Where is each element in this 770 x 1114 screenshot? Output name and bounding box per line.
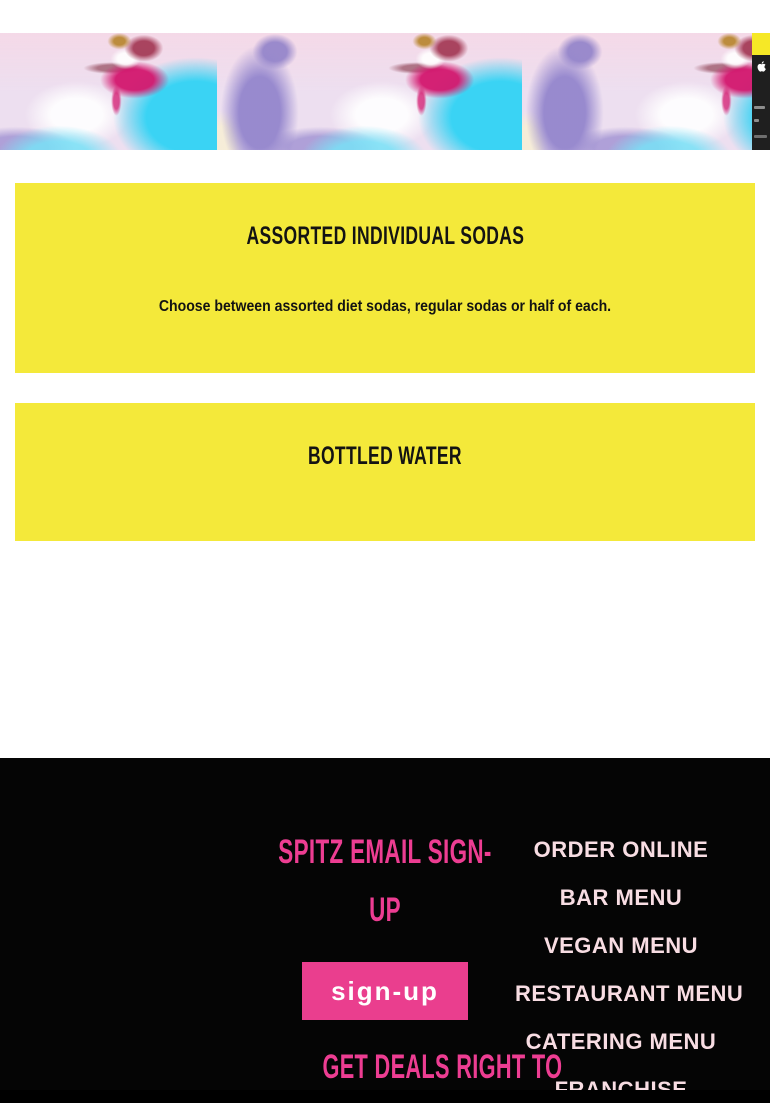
menu-item-title: BOTTLED WATER: [308, 442, 462, 470]
watercolor-banner-image: [0, 33, 770, 150]
top-whitespace: [0, 0, 770, 33]
menu-item-description: Choose between assorted diet sodas, regular sodas or half of each.: [158, 298, 612, 315]
hero-banner: [0, 33, 770, 150]
side-panel-text-fragment: [754, 106, 765, 109]
newsletter-tagline: GET DEALS RIGHT TO: [322, 1048, 563, 1086]
newsletter-signup-button[interactable]: sign-up: [302, 962, 468, 1020]
footer-link-restaurant-menu[interactable]: RESTAURANT MENU: [515, 981, 744, 1006]
menu-item-title: ASSORTED INDIVIDUAL SODAS: [246, 222, 524, 250]
side-panel-text-fragment: [754, 135, 767, 138]
apple-logo-icon: [757, 59, 766, 70]
footer-bottom-bar: [0, 1090, 770, 1103]
newsletter-tagline-wrap: [255, 1045, 563, 1089]
side-panel-dark: [752, 59, 770, 150]
footer-link-order-online[interactable]: ORDER ONLINE: [533, 837, 709, 862]
side-panel-text-fragment: [754, 119, 759, 122]
footer-left-spacer: [0, 758, 255, 1103]
footer-newsletter-column: [255, 758, 563, 1103]
newsletter-heading: SPITZ EMAIL SIGN-UP: [278, 833, 492, 929]
footer-link-bar-menu[interactable]: BAR MENU: [559, 885, 683, 910]
menu-item-description: [15, 516, 755, 538]
menu-item-card-sodas[interactable]: [15, 183, 755, 373]
menu-item-card-water[interactable]: [15, 403, 755, 541]
footer-link-catering-menu[interactable]: CATERING MENU: [525, 1029, 717, 1054]
partial-side-panel: [752, 33, 770, 150]
site-footer: [0, 758, 770, 1103]
side-panel-yellow-block: [752, 33, 770, 55]
menu-items-list: [0, 183, 770, 541]
footer-link-vegan-menu[interactable]: VEGAN MENU: [543, 933, 699, 958]
